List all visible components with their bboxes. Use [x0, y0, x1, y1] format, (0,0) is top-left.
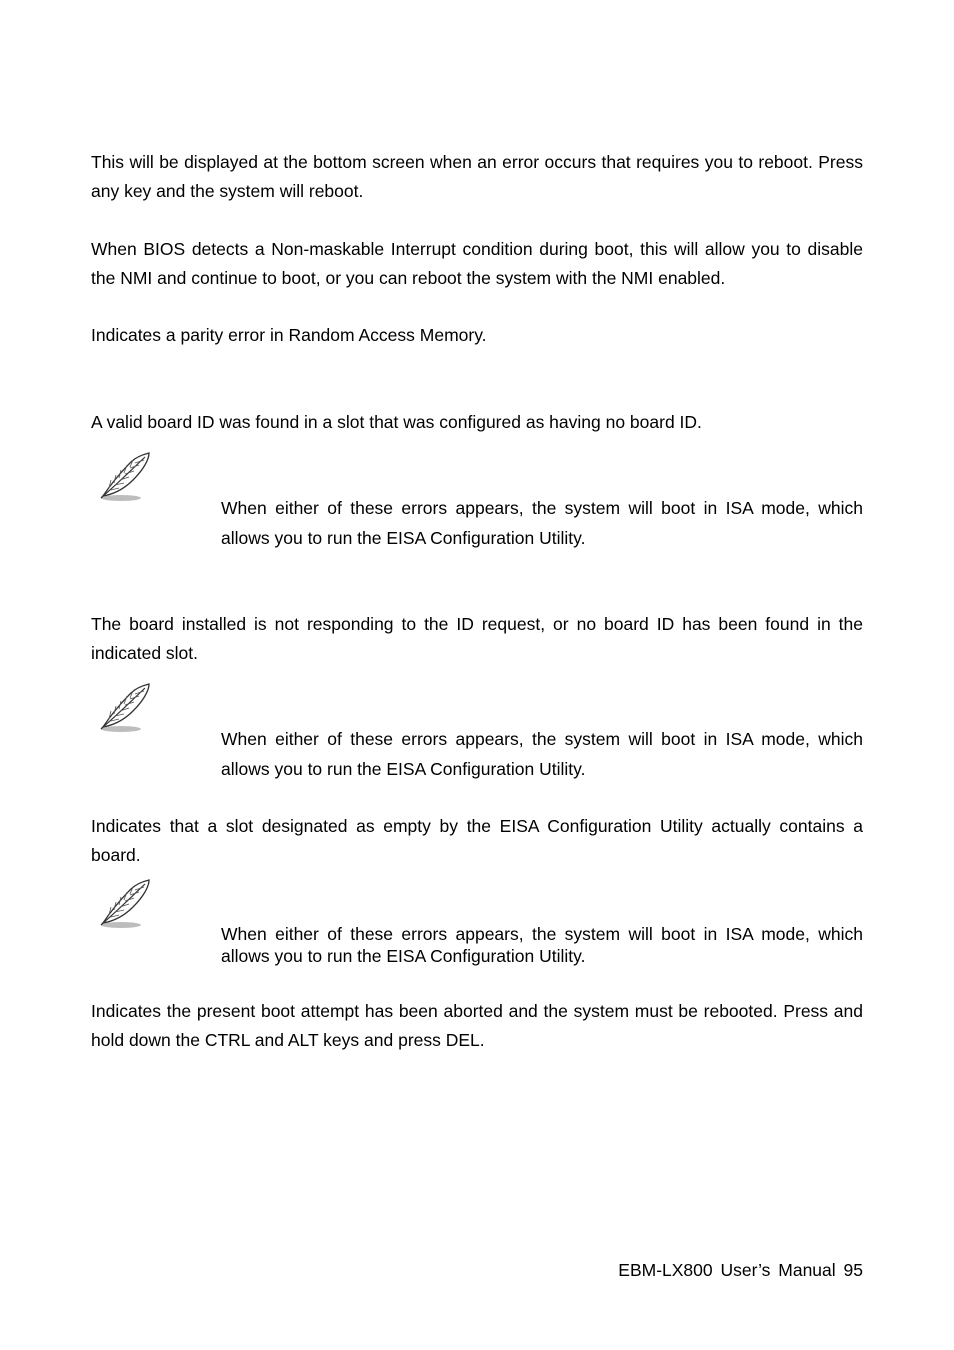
paragraph-boot-aborted: Indicates the present boot attempt has been aborted and the system must be rebooted. Press and hold down the CTRL and ALT keys and press DEL. [91, 1001, 863, 1050]
paragraph-slot-contains-board: Indicates that a slot designated as empty by the EISA Configuration Utility actually contains a board. [91, 816, 863, 865]
paragraph-nmi: When BIOS detects a Non-maskable Interrupt condition during boot, this will allow you to disable the NMI and continue to boot, or you can reboot the system with the NMI enabled. [91, 239, 863, 288]
note-text-1: When either of these errors appears, the system will boot in ISA mode, which allows you to run the EISA Configuration Utility. [221, 498, 863, 548]
note-text-3: When either of these errors appears, the system will boot in ISA mode, which allows you to run the EISA Configuration Utility. [221, 924, 863, 966]
feather-pen-icon [97, 879, 153, 931]
paragraph-reboot-error: This will be displayed at the bottom screen when an error occurs that requires you to reboot. Press any key and the system will reboot. [91, 152, 863, 201]
paragraph-board-not-responding: The board installed is not responding to the ID request, or no board ID has been found in the indicated slot. [91, 614, 863, 663]
paragraph-valid-board-id: A valid board ID was found in a slot that was configured as having no board ID. [91, 412, 702, 432]
paragraph-parity-error: Indicates a parity error in Random Access Memory. [91, 325, 487, 345]
feather-pen-icon [97, 683, 153, 735]
page-footer: EBM-LX800 User’s Manual 95 [618, 1260, 863, 1280]
feather-pen-icon [97, 452, 153, 504]
note-text-2: When either of these errors appears, the system will boot in ISA mode, which allows you to run the EISA Configuration Utility. [221, 729, 863, 779]
